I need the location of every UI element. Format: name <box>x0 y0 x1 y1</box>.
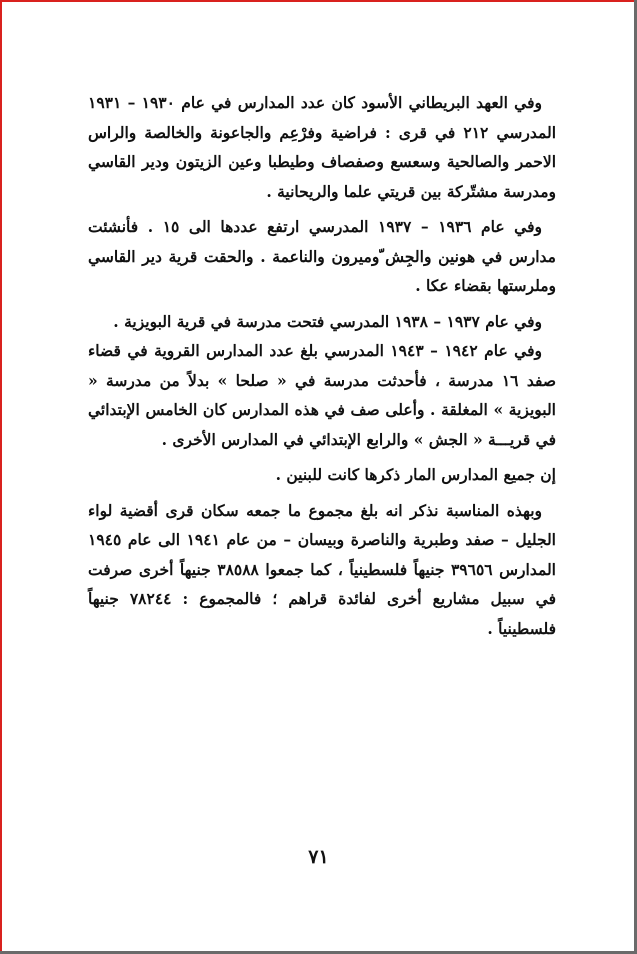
page-body <box>88 88 556 649</box>
paragraph-5: إن جميع المدارس المار ذكرها كانت للبنين . <box>275 465 556 484</box>
paragraph-3: وفي عام ١٩٣٧ – ١٩٣٨ المدرسي فتحت مدرسة في قرية البويزية . <box>113 311 542 331</box>
paragraph-4: وفي عام ١٩٤٢ – ١٩٤٣ المدرسي بلغ عدد المدارس القروية في قضاء صفد ١٦ مدرسة ، فأحدثت مدرسة في « صلحا » بدلاً من مدرسة « البويزية » المغلقة . وأعلى صف في هذه المدارس كان الخامس الإبتدائي في قريـــة « الجش » والرابع الإبتدائي في المدارس الأخرى . <box>88 341 556 449</box>
paragraph-2: وفي عام ١٩٣٦ – ١٩٣٧ المدرسي ارتفع عددها الى ١٥ . فأنشئت مدارس في هونين والجِش ّوميرون والناعمة . والحقت قرية دير القاسي وملرستها بقضاء عكا . <box>88 217 556 295</box>
paragraph-6: وبهذه المناسبة نذكر انه بلغ مجموع ما جمعه سكان قرى أقضية لواء الجليل – صفد وطبرية والناصرة وبيسان – من عام ١٩٤١ الى عام ١٩٤٥ المدارس ٣٩٦٥٦ جنيهاً فلسطينياً ، كما جمعوا ٣٨٥٨٨ جنيهاً أخرى صرفت في سبيل مشاريع أخرى لفائدة قراهم ؛ فالمجموع : ٧٨٢٤٤ جنيهاً فلسطينياً . <box>88 500 556 638</box>
page-number: ٧١ <box>308 846 329 868</box>
paragraph-1: وفي العهد البريطاني الأسود كان عدد المدارس في عام ١٩٣٠ – ١٩٣١ المدرسي ٢١٢ في قرى : فراضية وفرْعِم والجاعونة والخالصة والراس الاحمر والصالحية وسعسع وصفصاف وطيطبا وعين الزيتون ودير القاسي ومدرسة مشتّركة بين قريتي علما والريحانية . <box>88 93 556 201</box>
